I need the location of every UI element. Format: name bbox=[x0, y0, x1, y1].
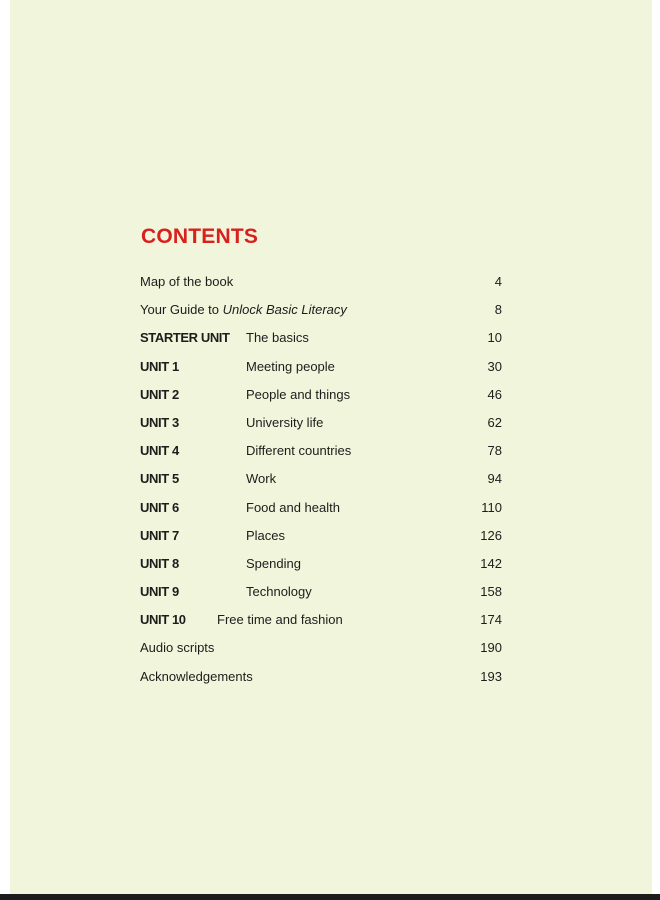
unit-topic: The basics bbox=[246, 330, 309, 346]
entry-label bbox=[140, 296, 347, 324]
unit-topic: Spending bbox=[246, 555, 301, 571]
unit-label: UNIT 9 bbox=[140, 584, 179, 600]
toc-entry-map-of-the-book[interactable] bbox=[140, 268, 502, 296]
toc-entry-your-guide[interactable] bbox=[140, 296, 502, 324]
toc-entry-unit-8[interactable] bbox=[140, 550, 502, 578]
toc-entry-acknowledgements[interactable] bbox=[140, 663, 502, 691]
entry-page-number: 46 bbox=[487, 386, 502, 402]
entry-page-number: 126 bbox=[480, 527, 502, 543]
unit-label: UNIT 10 bbox=[140, 612, 186, 628]
unit-topic: Places bbox=[246, 527, 286, 543]
entry-page-number: 190 bbox=[480, 640, 502, 656]
toc-entry-unit-4[interactable] bbox=[140, 437, 502, 465]
entry-page-number: 62 bbox=[487, 414, 502, 430]
entry-page-number: 193 bbox=[480, 668, 502, 684]
unit-topic: Different countries bbox=[246, 443, 352, 459]
unit-label: UNIT 2 bbox=[140, 386, 179, 402]
toc-entry-starter-unit[interactable] bbox=[140, 324, 502, 352]
toc-entry-unit-5[interactable] bbox=[140, 465, 502, 493]
unit-label: UNIT 7 bbox=[140, 527, 179, 543]
entry-page-number: 174 bbox=[480, 612, 502, 628]
entry-page-number: 78 bbox=[487, 443, 502, 459]
unit-label: UNIT 6 bbox=[140, 499, 179, 515]
entry-page-number: 94 bbox=[487, 471, 502, 487]
unit-topic: Food and health bbox=[246, 499, 340, 515]
entry-page-number: 142 bbox=[480, 555, 502, 571]
toc-entry-unit-1[interactable] bbox=[140, 353, 502, 381]
entry-page-number: 8 bbox=[494, 302, 502, 318]
unit-topic: University life bbox=[246, 414, 324, 430]
entry-label: Audio scripts bbox=[140, 640, 215, 656]
toc-entry-unit-9[interactable] bbox=[140, 578, 502, 606]
entry-page-number: 110 bbox=[481, 499, 502, 515]
unit-label: UNIT 5 bbox=[140, 471, 179, 487]
entry-page-number: 4 bbox=[494, 274, 502, 289]
unit-label: UNIT 3 bbox=[140, 414, 179, 430]
unit-label: STARTER UNIT bbox=[140, 330, 230, 346]
entry-page-number: 158 bbox=[480, 584, 502, 600]
toc-entry-unit-2[interactable] bbox=[140, 381, 502, 409]
entry-label-prefix: Your Guide to bbox=[140, 302, 223, 318]
contents-heading: CONTENTS bbox=[141, 225, 259, 248]
toc-entry-audio-scripts[interactable] bbox=[140, 634, 502, 662]
bottom-edge-bar bbox=[0, 894, 660, 900]
toc-entry-unit-6[interactable] bbox=[140, 494, 502, 522]
entry-label: Acknowledgements bbox=[140, 668, 253, 684]
entry-page-number: 30 bbox=[487, 358, 502, 374]
entry-label-italic: Unlock Basic Literacy bbox=[222, 302, 347, 318]
unit-topic: Work bbox=[246, 471, 277, 487]
unit-topic: Meeting people bbox=[246, 358, 335, 374]
toc-entry-unit-3[interactable] bbox=[140, 409, 502, 437]
toc-entry-unit-10[interactable] bbox=[140, 606, 502, 634]
unit-topic: People and things bbox=[246, 386, 351, 402]
unit-topic: Free time and fashion bbox=[217, 612, 343, 628]
entry-page-number: 10 bbox=[487, 330, 502, 346]
entry-label: Map of the book bbox=[140, 274, 234, 289]
table-of-contents bbox=[140, 268, 502, 691]
unit-label: UNIT 8 bbox=[140, 555, 179, 571]
toc-entry-unit-7[interactable] bbox=[140, 522, 502, 550]
unit-topic: Technology bbox=[246, 584, 312, 600]
unit-label: UNIT 1 bbox=[140, 358, 179, 374]
unit-label: UNIT 4 bbox=[140, 443, 179, 459]
